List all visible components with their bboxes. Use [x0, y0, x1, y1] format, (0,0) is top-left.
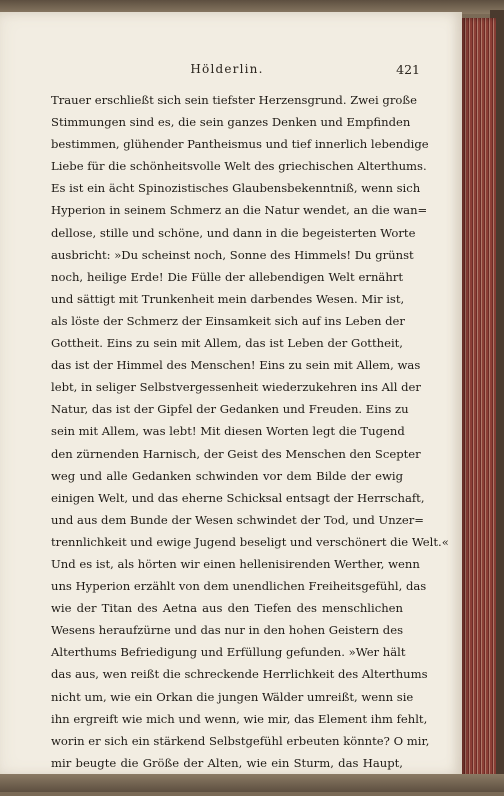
text-line: Und es ist, als hörten wir einen hellenisirenden Werther, wenn — [51, 556, 420, 571]
text-line: Natur, das ist der Gipfel der Gedanken und Freuden. Eins zu — [51, 402, 409, 417]
text-line: mir beugte die Größe der Alten, wie ein Sturm, das Haupt, — [51, 755, 403, 770]
text-line: dellose, stille und schöne, und dann in die begeisterten Worte — [51, 225, 416, 240]
text-line: weg und alle Gedanken schwinden vor dem Bilde der ewig — [51, 468, 403, 483]
text-line: lebt, in seliger Selbstvergessenheit wiederzukehren ins All der — [51, 380, 421, 395]
text-line: Wesens heraufzürne und das nur in den hohen Geistern des — [51, 623, 404, 638]
text-line: Gottheit. Eins zu sein mit Allem, das ist Leben der Gottheit, — [51, 336, 403, 351]
text-line: den zürnenden Harnisch, der Geist des Menschen den Scepter — [51, 446, 421, 461]
text-line: Trauer erschließt sich sein tiefster Herzensgrund. Zwei große — [51, 93, 417, 107]
text-line: Alterthums Befriedigung und Erfüllung gefunden. »Wer hält — [51, 645, 406, 660]
text-line: Es ist ein ächt Spinozistisches Glaubensbekenntniß, wenn sich — [51, 181, 421, 196]
text-line: uns Hyperion erzählt von dem unendlichen Freiheitsgefühl, das — [51, 579, 427, 594]
body-text — [51, 89, 449, 796]
text-line: das aus, wen reißt die schreckende Herrlichkeit des Alterthums — [51, 667, 428, 682]
text-line: Hyperion in seinem Schmerz an die Natur wendet, an die wan= — [51, 203, 428, 218]
book-page-edges — [462, 18, 496, 778]
text-line: ausbricht: »Du scheinst noch, Sonne des Himmels! Du grünst — [51, 247, 414, 262]
text-line: wie der Titan des Aetna aus den Tiefen des menschlichen — [51, 601, 403, 616]
running-title: Hölderlin. — [190, 62, 264, 76]
text-line: trennlichkeit und ewige Jugend beseligt und verschönert die Welt.« — [51, 534, 449, 549]
text-line: einigen Welt, und das eherne Schicksal entsagt der Herrschaft, — [51, 490, 425, 505]
text-line: nicht um, wie ein Orkan die jungen Wälder umreißt, wenn sie — [51, 689, 414, 704]
text-line: Stimmungen sind es, die sein ganzes Denken und Empfinden — [51, 115, 411, 130]
text-line: worin er sich ein stärkend Selbstgefühl erbeuten könnte? O mir, — [51, 733, 430, 748]
text-line: sein mit Allem, was lebt! Mit diesen Worten legt die Tugend — [51, 424, 405, 439]
text-line: ihn ergreift wie mich und wenn, wie mir, das Element ihm fehlt, — [51, 711, 428, 726]
text-line: bestimmen, glühender Pantheismus und tief innerlich lebendige — [51, 137, 429, 152]
page-header — [52, 62, 420, 82]
text-line: als löste der Schmerz der Einsamkeit sich auf ins Leben der — [51, 313, 405, 328]
text-line: Liebe für die schönheitsvolle Welt des griechischen Alterthums. — [51, 159, 427, 174]
text-line: und sättigt mit Trunkenheit mein darbendes Wesen. Mir ist, — [51, 291, 405, 306]
text-line: und aus dem Bunde der Wesen schwindet der Tod, und Unzer= — [51, 512, 424, 527]
text-line: noch, heilige Erde! Die Fülle der allebendigen Welt ernährt — [51, 269, 403, 284]
bottom-background-strip — [0, 774, 504, 792]
text-line: das ist der Himmel des Menschen! Eins zu sein mit Allem, was — [51, 358, 421, 373]
page-number: 421 — [396, 62, 420, 77]
